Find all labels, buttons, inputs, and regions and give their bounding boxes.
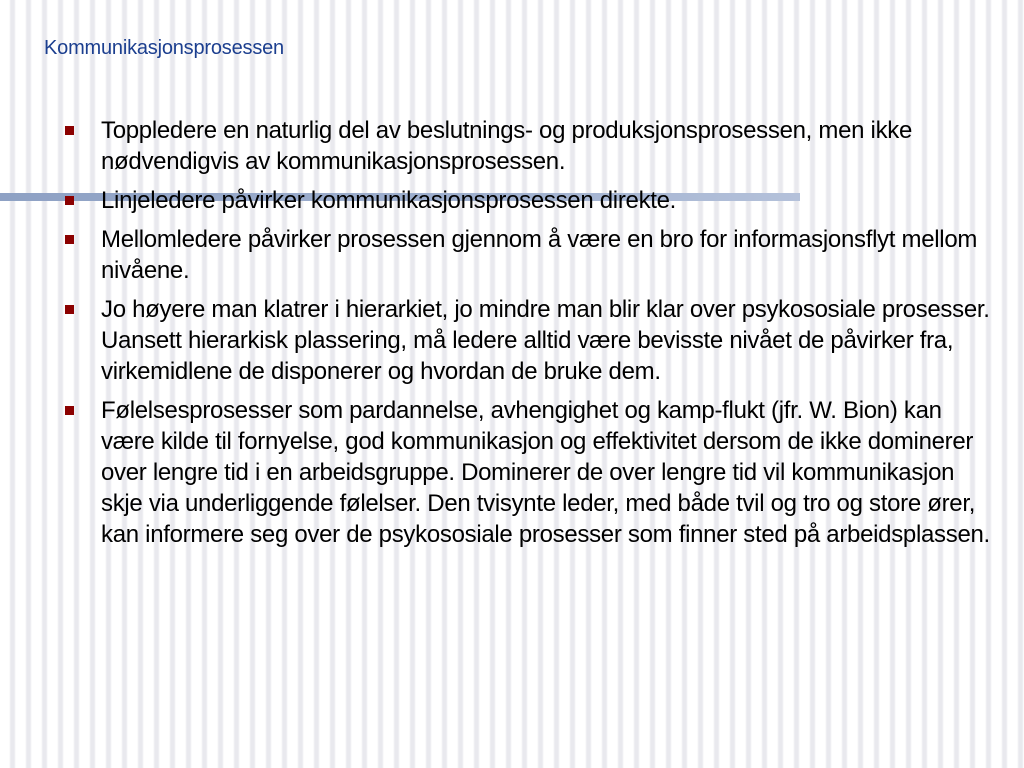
bullet-list: [62, 115, 997, 558]
bullet-item: [62, 224, 997, 286]
square-bullet-icon: [65, 196, 74, 205]
bullet-item: [62, 294, 997, 387]
square-bullet-icon: [65, 305, 74, 314]
bullet-item: [62, 185, 997, 216]
bullet-item: [62, 395, 997, 550]
bullet-text: Følelsesprosesser som pardannelse, avhengighet og kamp-flukt (jfr. W. Bion) kan være kilde til fornyelse, god kommunikasjon og effektivitet dersom de ikke dominerer over lengre tid i en arbeidsgruppe. Dominerer de over lengre tid vil kommunikasjon skje via underliggende følelser. Den tvisynte leder, med både tvil og tro og store ører, kan informere seg over de psykososiale prosesser som finner sted på arbeidsplassen.: [101, 397, 990, 548]
bullet-text: Toppledere en naturlig del av beslutnings- og produksjonsprosessen, men ikke nødvendigvis av kommunikasjonsprosessen.: [101, 117, 913, 175]
bullet-text: Jo høyere man klatrer i hierarkiet, jo mindre man blir klar over psykososiale prosesser. Uansett hierarkisk plassering, må ledere alltid være bevisste nivået de påvirker fra, virkemidlene de disponerer og hvordan de bruke dem.: [101, 296, 990, 385]
square-bullet-icon: [65, 406, 74, 415]
bullet-text: Mellomledere påvirker prosessen gjennom å være en bro for informasjonsflyt mellom nivåene.: [101, 226, 978, 284]
bullet-item: [62, 115, 997, 177]
slide-title: Kommunikasjonsprosessen: [44, 37, 284, 59]
square-bullet-icon: [65, 235, 74, 244]
square-bullet-icon: [65, 126, 74, 135]
bullet-text: Linjeledere påvirker kommunikasjonsprosessen direkte.: [101, 187, 677, 214]
